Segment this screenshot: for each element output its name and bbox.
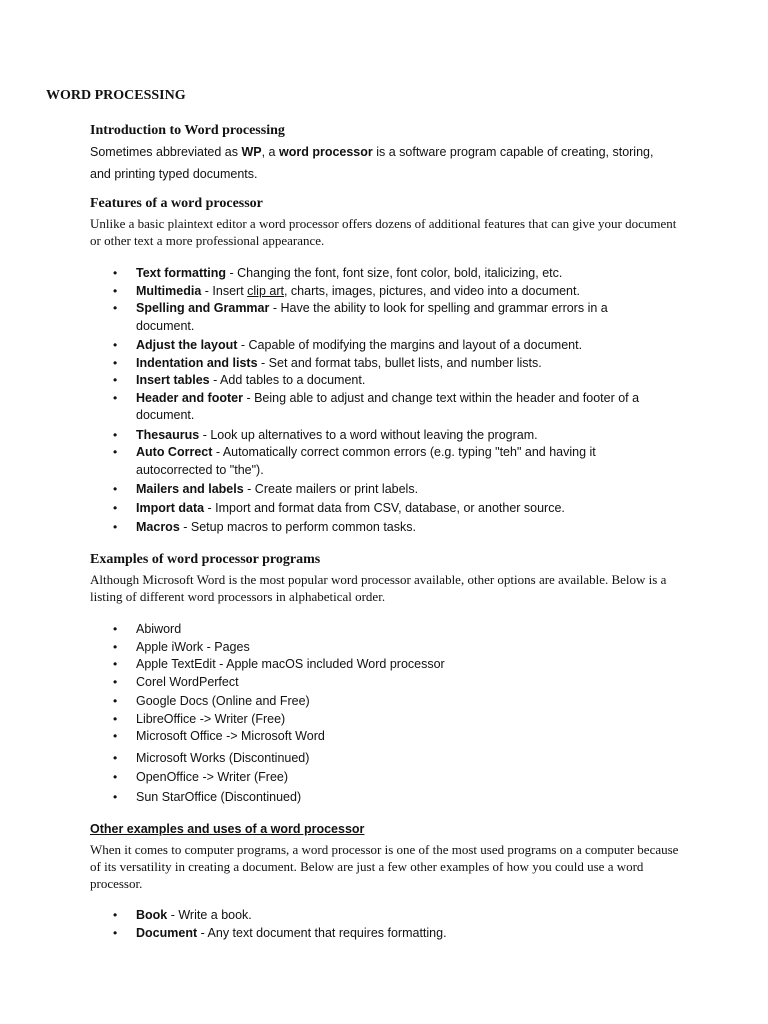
- bullet-icon: •: [113, 908, 118, 922]
- list-item: • Abiword: [0, 621, 656, 639]
- list-item: • Microsoft Office -> Microsoft Word: [0, 728, 656, 746]
- bullet-icon: •: [113, 283, 118, 298]
- other-description: When it comes to computer programs, a word processor is one of the most used programs on a computer because of its versatility in creating a document. Below are just a few other examples of how you could use a word processor.: [90, 842, 679, 891]
- features-heading: Features of a word processor: [90, 196, 263, 211]
- list-item: • Microsoft Works (Discontinued): [0, 750, 656, 768]
- list-item: • Text formatting - Changing the font, font size, font color, bold, italicizing, etc.: [0, 265, 656, 283]
- list-item: • Spelling and Grammar - Have the ability to look for spelling and grammar errors in a document.: [113, 301, 608, 333]
- list-item: • Google Docs (Online and Free): [0, 693, 656, 711]
- list-item: • Apple iWork - Pages: [0, 639, 656, 657]
- bullet-icon: •: [113, 445, 118, 459]
- document-title: WORD PROCESSING: [46, 88, 186, 103]
- bullet-icon: •: [113, 266, 118, 280]
- list-item: • Sun StarOffice (Discontinued): [0, 789, 656, 807]
- examples-heading: Examples of word processor programs: [90, 552, 321, 567]
- bullet-icon: •: [113, 711, 118, 726]
- other-list: [0, 907, 656, 942]
- bullet-icon: •: [113, 639, 118, 654]
- bullet-icon: •: [113, 622, 118, 636]
- bullet-icon: •: [113, 482, 118, 496]
- bullet-icon: •: [113, 770, 118, 784]
- list-item: • Corel WordPerfect: [0, 674, 656, 692]
- features-description: Unlike a basic plaintext editor a word processor offers dozens of additional features that can give your document or other text a more professional appearance.: [90, 216, 677, 248]
- bullet-icon: •: [113, 520, 118, 534]
- clip-art-link[interactable]: clip art: [247, 283, 284, 298]
- bullet-icon: •: [113, 427, 118, 442]
- bullet-icon: •: [113, 373, 118, 387]
- list-item: • Mailers and labels - Create mailers or print labels.: [0, 481, 656, 499]
- list-item: • Insert tables - Add tables to a document.: [0, 372, 656, 390]
- list-item: • OpenOffice -> Writer (Free): [0, 769, 656, 787]
- bullet-icon: •: [113, 657, 118, 671]
- bullet-icon: •: [113, 694, 118, 708]
- examples-list: [0, 621, 656, 806]
- list-item: • Macros - Setup macros to perform common tasks.: [0, 519, 656, 537]
- bullet-icon: •: [113, 729, 118, 743]
- list-item: • Import data - Import and format data from CSV, database, or another source.: [0, 500, 656, 518]
- intro-heading: Introduction to Word processing: [90, 123, 285, 138]
- list-item: • Indentation and lists - Set and format tabs, bullet lists, and number lists.: [0, 355, 656, 373]
- list-item: • LibreOffice -> Writer (Free): [0, 711, 656, 729]
- bullet-icon: •: [113, 674, 118, 689]
- bullet-icon: •: [113, 301, 118, 315]
- list-item: • Apple TextEdit - Apple macOS included Word processor: [0, 656, 656, 674]
- examples-description: Although Microsoft Word is the most popular word processor available, other options are available. Below is a listing of different word processors in alphabetical order.: [90, 572, 667, 604]
- list-item: • Document - Any text document that requires formatting.: [0, 925, 656, 943]
- bullet-icon: •: [113, 338, 118, 352]
- bullet-icon: •: [113, 925, 118, 940]
- features-list: [0, 265, 656, 537]
- bullet-icon: •: [113, 355, 118, 370]
- bullet-icon: •: [113, 390, 118, 405]
- list-item: • Book - Write a book.: [0, 907, 656, 925]
- list-item: • Adjust the layout - Capable of modifying the margins and layout of a document.: [0, 337, 656, 355]
- other-heading: Other examples and uses of a word processor: [90, 822, 365, 836]
- bullet-icon: •: [113, 750, 118, 765]
- list-item: • Auto Correct - Automatically correct common errors (e.g. typing "teh" and having it autocorrected to "the").: [113, 445, 596, 477]
- bullet-icon: •: [113, 500, 118, 515]
- list-item: • Header and footer - Being able to adjust and change text within the header and footer of a document.: [113, 390, 640, 422]
- intro-paragraph: Sometimes abbreviated as WP, a word processor is a software program capable of creating, storing, and printing typed documents.: [90, 145, 654, 181]
- bullet-icon: •: [113, 789, 118, 804]
- list-item: • Thesaurus - Look up alternatives to a word without leaving the program.: [0, 427, 656, 445]
- list-item: • Multimedia - Insert clip art, charts, images, pictures, and video into a document.: [0, 283, 656, 301]
